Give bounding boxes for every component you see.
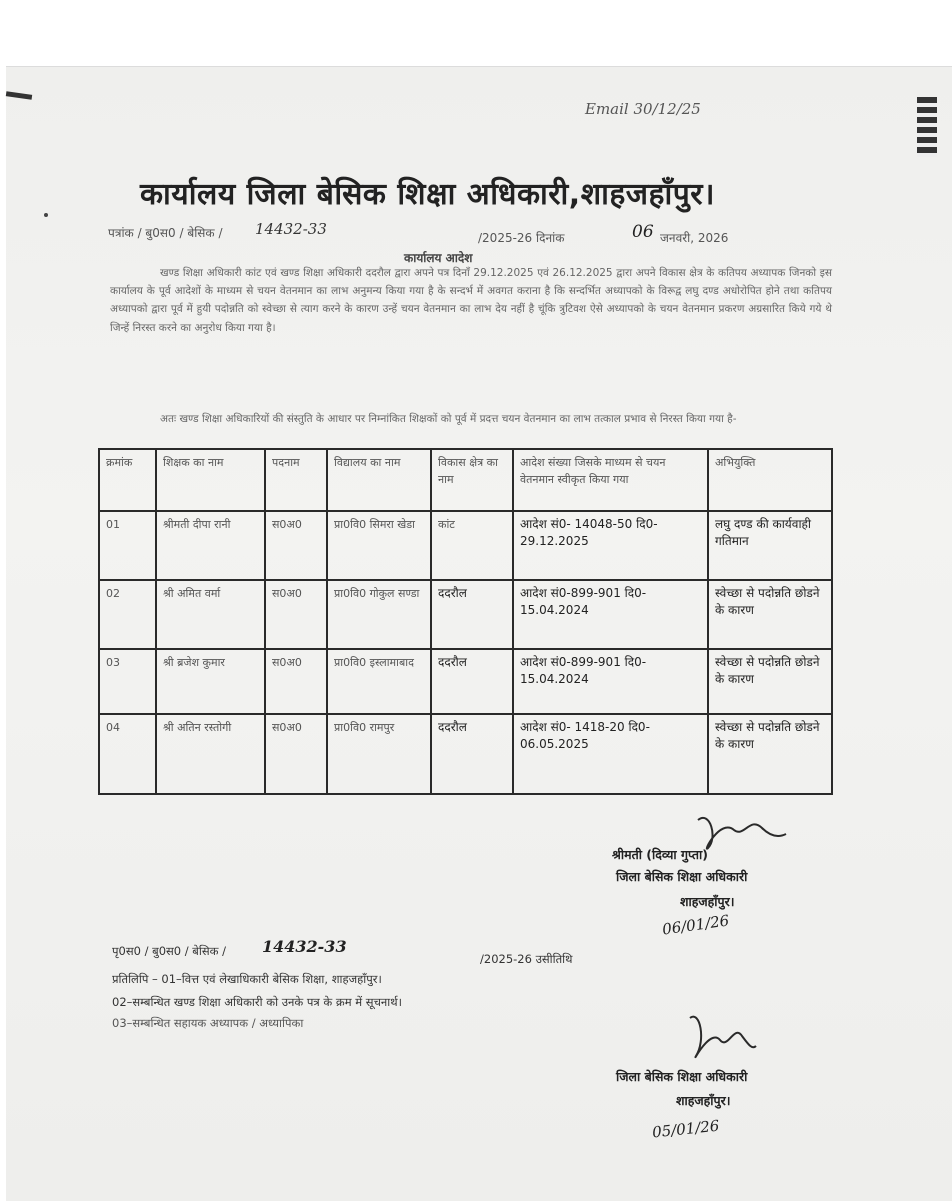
copy-line-3: 03–सम्बन्धित सहायक अध्यापक / अध्यापिका — [112, 1016, 304, 1030]
copy-ref-prefix: पृ0स0 / बु0स0 / बेसिक / — [112, 944, 226, 958]
table-row — [99, 580, 832, 649]
signatory-2-place: शाहजहाँपुर। — [676, 1093, 731, 1108]
cell-teacher-name: श्री ब्रजेश कुमार — [156, 649, 265, 714]
letter-ref-number: 14432-33 — [255, 220, 327, 238]
email-note: Email 30/12/25 — [585, 100, 701, 118]
office-title: कार्यालय जिला बेसिक शिक्षा अधिकारी,शाहजहाँपुर। — [140, 177, 715, 212]
viewer-top-area — [0, 0, 952, 66]
cell-serial: 03 — [99, 649, 156, 714]
copy-line-1: प्रतिलिपि – 01–वित्त एवं लेखाधिकारी बेसिक शिक्षा, शाहजहाँपुर। — [112, 972, 382, 986]
signature-date-2: 05/01/26 — [651, 1116, 721, 1142]
letter-month-year: जनवरी, 2026 — [660, 231, 729, 245]
cell-remarks: स्वेच्छा से पदोन्नति छोडने के कारण — [708, 649, 832, 714]
order-heading: कार्यालय आदेश — [404, 251, 473, 265]
cell-serial: 04 — [99, 714, 156, 794]
cell-designation: स0अ0 — [265, 580, 327, 649]
teachers-table — [98, 448, 833, 795]
header-designation: पदनाम — [265, 449, 327, 511]
cell-remarks: लघु दण्ड की कार्यवाही गतिमान — [708, 511, 832, 580]
cell-block-name: कांट — [431, 511, 513, 580]
cell-block-name: ददरौल — [431, 580, 513, 649]
cell-remarks: स्वेच्छा से पदोन्नति छोडने के कारण — [708, 714, 832, 794]
header-block-name: विकास क्षेत्र का नाम — [431, 449, 513, 511]
copy-line-2: 02–सम्बन्धित खण्ड शिक्षा अधिकारी को उनके पत्र के क्रम में सूचनार्थ। — [112, 995, 402, 1009]
punch-dot — [44, 213, 48, 217]
cell-order-number: आदेश सं0-899-901 दि0-15.04.2024 — [513, 580, 708, 649]
cell-school-name: प्रा0वि0 इस्लामाबाद — [327, 649, 431, 714]
cell-block-name: ददरौल — [431, 714, 513, 794]
cell-order-number: आदेश सं0- 14048-50 दि0- 29.12.2025 — [513, 511, 708, 580]
signature-mark-2 — [680, 1010, 760, 1070]
copy-ref-number: 14432-33 — [262, 937, 347, 956]
signature-date-1: 06/01/26 — [661, 911, 731, 939]
letter-ref-prefix: पत्रांक / बु0स0 / बेसिक / — [108, 226, 223, 240]
header-serial: क्रमांक — [99, 449, 156, 511]
table-header-row — [99, 449, 832, 511]
signatory-2-designation: जिला बेसिक शिक्षा अधिकारी — [616, 1069, 748, 1084]
header-school-name: विद्यालय का नाम — [327, 449, 431, 511]
cell-order-number: आदेश सं0- 1418-20 दि0-06.05.2025 — [513, 714, 708, 794]
cell-remarks: स्वेच्छा से पदोन्नति छोडने के कारण — [708, 580, 832, 649]
cell-school-name: प्रा0वि0 गोकुल सण्डा — [327, 580, 431, 649]
letter-day: 06 — [632, 222, 654, 242]
cell-order-number: आदेश सं0-899-901 दि0-15.04.2024 — [513, 649, 708, 714]
cell-designation: स0अ0 — [265, 511, 327, 580]
cell-teacher-name: श्री अतिन रस्तोगी — [156, 714, 265, 794]
header-remarks: अभियुक्ति — [708, 449, 832, 511]
binding-mark — [917, 97, 937, 157]
signatory-place: शाहजहाँपुर। — [680, 894, 735, 909]
order-paragraph-2: अतः खण्ड शिक्षा अधिकारियों की संस्तुति के आधार पर निम्नांकित शिक्षकों को पूर्व में प्रदत्त चयन वेतनमान का लाभ तत्काल प्रभाव से निरस्त किया गया है- — [160, 413, 737, 425]
signatory-name: श्रीमती (दिव्या गुप्ता) — [612, 847, 708, 862]
header-teacher-name: शिक्षक का नाम — [156, 449, 265, 511]
cell-serial: 01 — [99, 511, 156, 580]
copy-ref-session: /2025-26 उसीतिथि — [480, 952, 573, 966]
cell-designation: स0अ0 — [265, 714, 327, 794]
cell-teacher-name: श्रीमती दीपा रानी — [156, 511, 265, 580]
letter-ref-session: /2025-26 दिनांक — [478, 231, 565, 245]
table-row — [99, 714, 832, 794]
cell-serial: 02 — [99, 580, 156, 649]
cell-teacher-name: श्री अमित वर्मा — [156, 580, 265, 649]
cell-school-name: प्रा0वि0 सिमरा खेडा — [327, 511, 431, 580]
cell-designation: स0अ0 — [265, 649, 327, 714]
signatory-designation: जिला बेसिक शिक्षा अधिकारी — [616, 869, 748, 884]
table-row — [99, 511, 832, 580]
cell-block-name: ददरौल — [431, 649, 513, 714]
cell-school-name: प्रा0वि0 रामपुर — [327, 714, 431, 794]
header-order-number: आदेश संख्या जिसके माध्यम से चयन वेतनमान स्वीकृत किया गया — [513, 449, 708, 511]
edge-mark — [6, 91, 32, 100]
table-row — [99, 649, 832, 714]
order-paragraph-1: खण्ड शिक्षा अधिकारी कांट एवं खण्ड शिक्षा अधिकारी ददरौल द्वारा अपने पत्र दिनाँ 29.12.2025 एवं 26.12.2025 द्वारा अपने विकास क्षेत्र के कतिपय अध्यापक जिनको इस कार्यालय के पूर्व आदेशों के माध्यम से चयन वेतनमान का लाभ अनुमन्य किया गया है के सन्दर्भ में अवगत कराना है कि सन्दर्भित अध्यापको के विरूद्व लघु दण्ड अधोरोपित होने तथा कतिपय अध्यापको द्वारा पूर्व में हुयी पदोन्नति को स्वेच्छा से त्याग करने के कारण उन्हें चयन वेतनमान का लाभ देय नहीं है चूंकि त्रुटिवश ऐसे अध्यापको के चयन वेतनमान प्रकरण अग्रसारित किये गये थे जिन्हें निरस्त करने का अनुरोध किया गया है। — [110, 267, 832, 334]
